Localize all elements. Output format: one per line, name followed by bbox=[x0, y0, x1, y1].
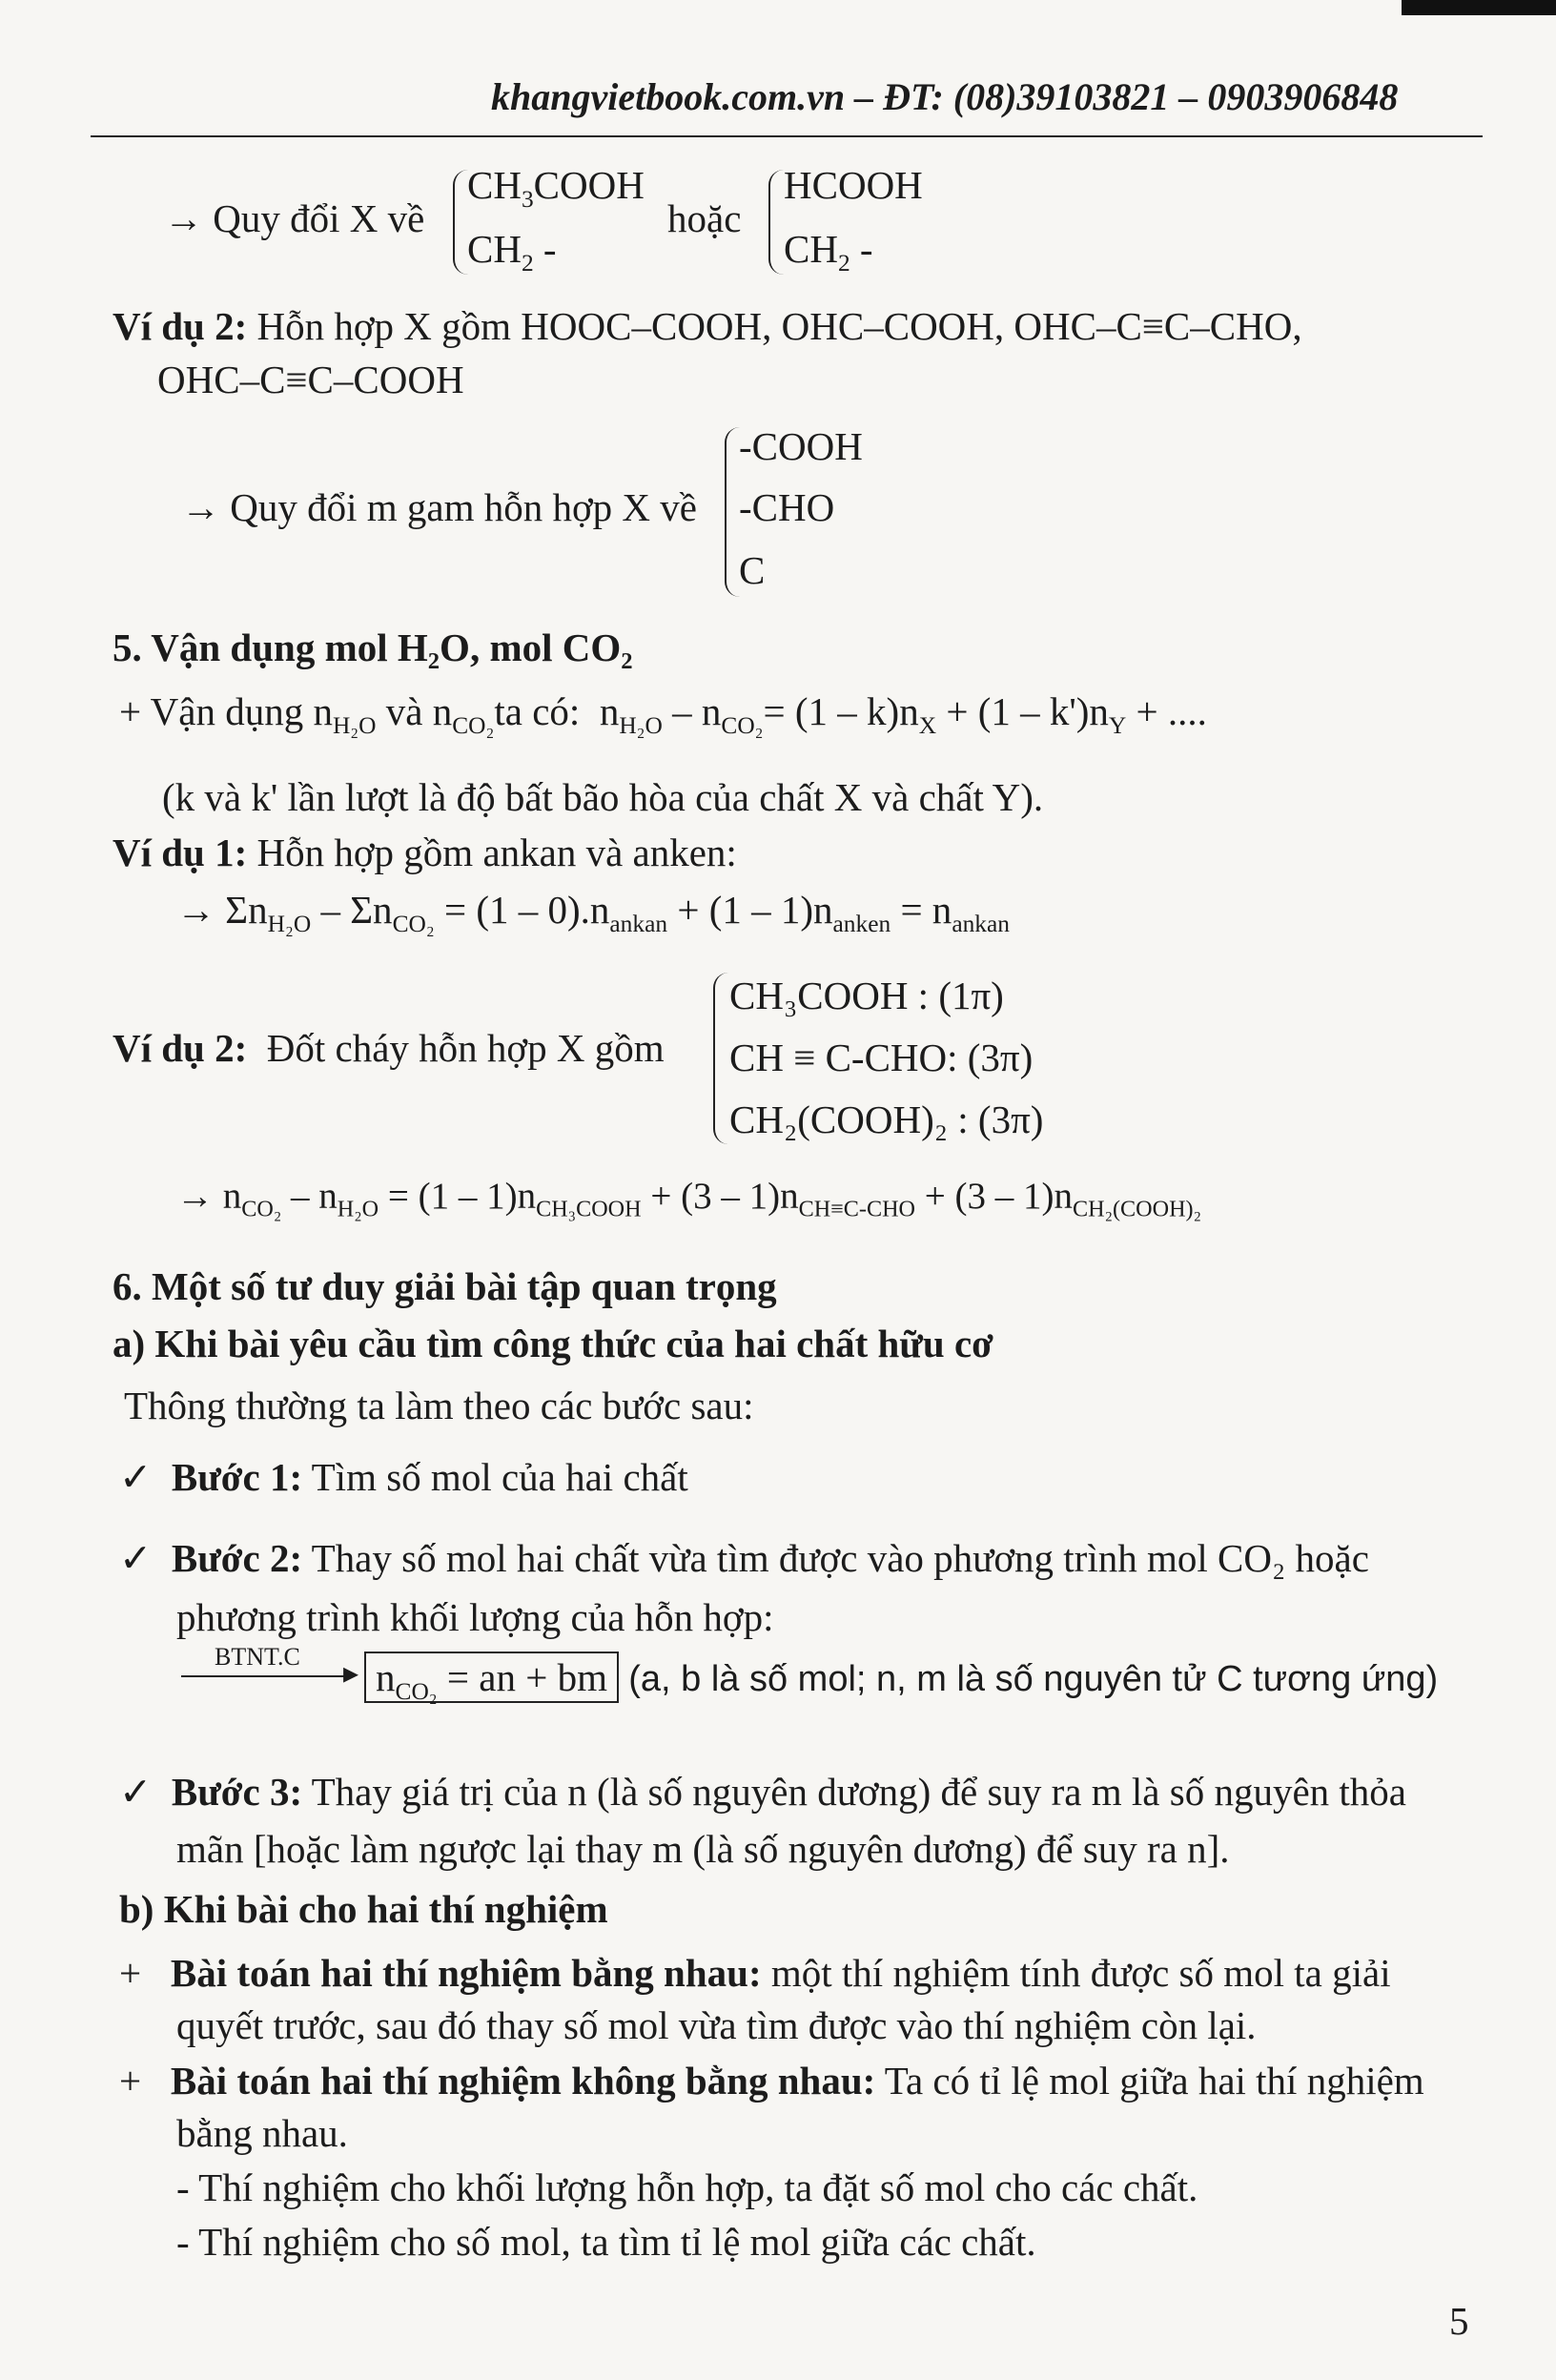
sec5-ex1: Ví dụ 1: Hỗn hợp gồm ankan và anken: bbox=[113, 831, 737, 874]
sec6-a-intro: Thông thường ta làm theo các bước sau: bbox=[124, 1384, 754, 1427]
ex2-line2: OHC–C≡C–COOH bbox=[157, 358, 464, 401]
step1: ✓ Bước 1: Tìm số mol của hai chất bbox=[119, 1455, 688, 1499]
bt-formula-box: $n_{CO_2}$ = an + bm bbox=[364, 1652, 619, 1703]
sec6-title: 6. Một số tư duy giải bài tập quan trọng bbox=[113, 1264, 777, 1308]
brace-sec5-ex2 bbox=[713, 973, 728, 1144]
step2-line2: phương trình khối lượng của hỗn hợp: bbox=[176, 1595, 774, 1639]
brace-right bbox=[768, 170, 784, 275]
conv1-or: hoặc bbox=[667, 196, 742, 240]
sec5-ex2-item-1: CH₃COOH : (1π) bbox=[729, 974, 1004, 1017]
ex2-line1: Ví dụ 2: Hỗn hợp X gồm HOOC–COOH, OHC–COOH, OHC–C≡C–CHO, bbox=[113, 304, 1302, 348]
sec5-ex2-item-2: CH ≡ C-CHO: (3π) bbox=[729, 1036, 1034, 1079]
sec5-title: 5. Vận dụng mol H₂O, mol CO₂ bbox=[113, 626, 633, 669]
b1: + Bài toán hai thí nghiệm bằng nhau: một thí nghiệm tính được số mol ta giải bbox=[119, 1951, 1391, 1995]
check-icon: ✓ bbox=[119, 1536, 153, 1580]
bt-arrow-head-icon: ▸ bbox=[343, 1655, 359, 1690]
conv1-b2: $CH_2$ - bbox=[784, 227, 873, 277]
sec5-ex1-formula: → $\Sigma n_{H_2O} - \Sigma n_{CO_2} = (1 - 0).n_{ankan} + (1 - 1)n_{anken} = n_{ankan}$ bbox=[176, 888, 1010, 937]
sec5-ex2-formula: → $n_{CO_2} - n_{H_2O} = (1 - 1)n_{CH_3COOH} + (3 - 1)n_{CH\equiv C-CHO} + (3 - 1)n_{CH_2(COOH)_2}$ bbox=[176, 1176, 1202, 1222]
b2: + Bài toán hai thí nghiệm không bằng nhau: Ta có tỉ lệ mol giữa hai thí nghiệm bbox=[119, 2059, 1424, 2103]
brace-left bbox=[453, 170, 468, 275]
bt-formula-row: $n_{CO_2}$ = an + bm (a, b là số mol; n, m là số nguyên tử C tương ứng) bbox=[364, 1654, 1438, 1702]
check-icon: ✓ bbox=[119, 1455, 153, 1499]
b2-detail-2: - Thí nghiệm cho số mol, ta tìm tỉ lệ mol giữa các chất. bbox=[176, 2220, 1036, 2264]
bt-arrow-line bbox=[181, 1675, 351, 1677]
page-edge-mark bbox=[1402, 0, 1556, 15]
step3: ✓ Bước 3: Thay giá trị của n (là số nguyên dương) để suy ra m là số nguyên thỏa bbox=[119, 1770, 1406, 1814]
brace-ex2 bbox=[725, 427, 740, 597]
sec6-b-title: b) Khi bài cho hai thí nghiệm bbox=[119, 1887, 608, 1931]
b2-line2: bằng nhau. bbox=[176, 2111, 348, 2155]
conv1-b1: HCOOH bbox=[784, 163, 923, 207]
conv1-a1: $CH_3COOH$ bbox=[467, 163, 645, 213]
ex2-conv: → Quy đổi m gam hỗn hợp X về bbox=[181, 485, 697, 529]
ex2-item-3: C bbox=[739, 548, 766, 592]
sec6-a-title: a) Khi bài yêu cầu tìm công thức của hai chất hữu cơ bbox=[113, 1322, 993, 1365]
b1-line2: quyết trước, sau đó thay số mol vừa tìm được vào thí nghiệm còn lại. bbox=[176, 2003, 1257, 2047]
sec5-ex2-item-3: CH₂(COOH)₂ : (3π) bbox=[729, 1098, 1044, 1141]
sec5-ex2: Ví dụ 2: Đốt cháy hỗn hợp X gồm bbox=[113, 1026, 665, 1070]
page-number: 5 bbox=[1449, 2299, 1469, 2343]
page-header: khangvietbook.com.vn – ĐT: (08)39103821 – 0903906848 bbox=[491, 75, 1399, 118]
ex2-item-2: -CHO bbox=[739, 485, 835, 529]
conv1-a2: $CH_2$ - bbox=[467, 227, 557, 277]
b2-detail-1: - Thí nghiệm cho khối lượng hỗn hợp, ta đặt số mol cho các chất. bbox=[176, 2165, 1198, 2209]
bt-label: BTNT.C bbox=[215, 1643, 300, 1671]
step3-line2: mãn [hoặc làm ngược lại thay m (là số nguyên dương) để suy ra n]. bbox=[176, 1827, 1230, 1871]
check-icon: ✓ bbox=[119, 1770, 153, 1814]
step2: ✓ Bước 2: Thay số mol hai chất vừa tìm được vào phương trình mol CO₂ hoặc bbox=[119, 1536, 1369, 1580]
header-rule bbox=[91, 135, 1483, 137]
ex2-item-1: -COOH bbox=[739, 424, 863, 468]
sec5-note: (k và k' lần lượt là độ bất bão hòa của chất X và chất Y). bbox=[162, 775, 1044, 819]
sec5-formula: + Vận dụng $n_{H_2O}$ và $n_{CO_2}ta$ có: $n_{H_2O} - n_{CO_2}= (1 - k)n_X + (1 - k')n_Y$ + .... bbox=[119, 689, 1207, 739]
conv1-lead: → Quy đổi X về bbox=[164, 196, 425, 240]
